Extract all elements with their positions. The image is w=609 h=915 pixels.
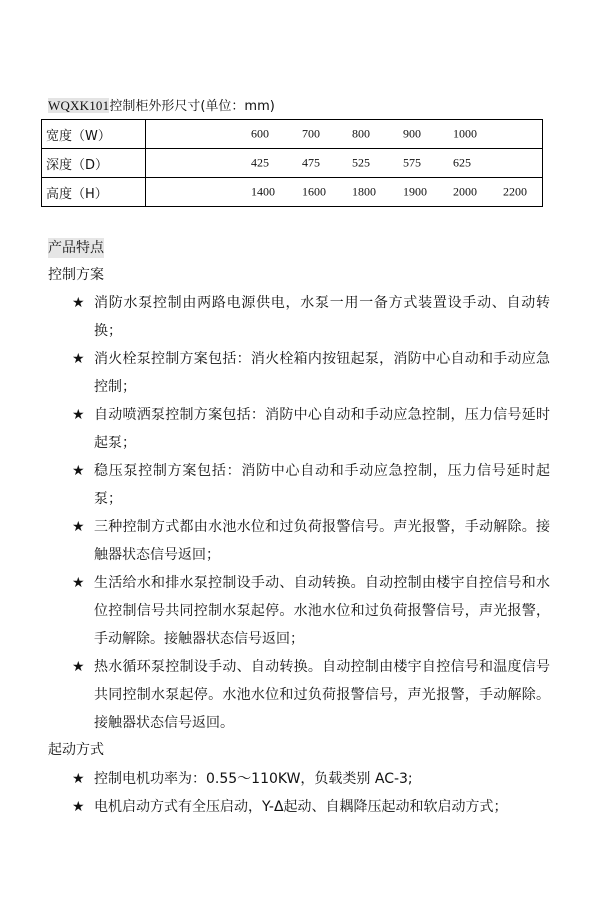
list-item xyxy=(0,513,550,569)
star-bullet-icon: ★ xyxy=(72,463,85,479)
row-values-width xyxy=(146,120,543,149)
list-item xyxy=(0,457,550,513)
height-value: 2000 xyxy=(453,184,477,199)
features-heading: 产品特点 xyxy=(48,240,104,256)
depth-value: 525 xyxy=(352,155,370,170)
row-values-depth xyxy=(146,149,543,178)
width-value: 600 xyxy=(251,126,269,141)
height-value: 1600 xyxy=(302,184,326,199)
control-scheme-heading: 控制方案 xyxy=(48,267,104,283)
depth-value: 475 xyxy=(302,155,320,170)
row-values-height xyxy=(146,178,543,207)
row-label-depth: 深度（D） xyxy=(42,149,146,178)
list-item-text: 控制电机功率为：0.55～110KW，负载类别 AC-3; xyxy=(94,771,413,787)
row-label-height: 高度（H） xyxy=(42,178,146,207)
list-item-text: 消防水泵控制由两路电源供电，水泵一用一备方式装置设手动、自动转换； xyxy=(94,295,550,339)
list-item-text: 热水循环泵控制设手动、自动转换。自动控制由楼宇自控信号和温度信号共同控制水泵起停。水池水位和过负荷报警信号，声光报警，手动解除。接触器状态信号返回。 xyxy=(94,659,550,731)
depth-value: 425 xyxy=(251,155,269,170)
width-value: 800 xyxy=(352,126,370,141)
dimensions-title-text: 控制柜外形尺寸(单位：mm) xyxy=(109,99,275,114)
startup-method-heading: 起动方式 xyxy=(48,742,104,758)
list-item xyxy=(0,401,550,457)
star-bullet-icon: ★ xyxy=(72,575,85,591)
list-item xyxy=(0,569,550,653)
star-bullet-icon: ★ xyxy=(72,771,85,787)
star-bullet-icon: ★ xyxy=(72,295,85,311)
control-scheme-list xyxy=(0,289,609,737)
model-code: WQXK101 xyxy=(48,98,110,113)
height-value: 2200 xyxy=(503,184,527,199)
list-item-text: 消火栓泵控制方案包括：消火栓箱内按钮起泵，消防中心自动和手动应急控制； xyxy=(94,351,550,395)
list-item-text: 稳压泵控制方案包括：消防中心自动和手动应急控制，压力信号延时起泵； xyxy=(94,463,550,507)
star-bullet-icon: ★ xyxy=(72,659,85,675)
table-row-width xyxy=(42,120,543,149)
list-item xyxy=(0,653,550,737)
depth-value: 575 xyxy=(403,155,421,170)
star-bullet-icon: ★ xyxy=(72,407,85,423)
table-row-height xyxy=(42,178,543,207)
star-bullet-icon: ★ xyxy=(72,351,85,367)
star-bullet-icon: ★ xyxy=(72,799,85,815)
depth-value: 625 xyxy=(453,155,471,170)
width-value: 700 xyxy=(302,126,320,141)
list-item-text: 三种控制方式都由水池水位和过负荷报警信号。声光报警，手动解除。接触器状态信号返回； xyxy=(94,519,550,563)
list-item-text: 生活给水和排水泵控制设手动、自动转换。自动控制由楼宇自控信号和水位控制信号共同控制水泵起停。水池水位和过负荷报警信号，声光报警，手动解除。接触器状态信号返回； xyxy=(94,575,550,647)
table-row-depth xyxy=(42,149,543,178)
list-item xyxy=(0,345,550,401)
row-label-width: 宽度（W） xyxy=(42,120,146,149)
height-value: 1800 xyxy=(352,184,376,199)
height-value: 1900 xyxy=(403,184,427,199)
dimensions-title xyxy=(48,97,275,116)
list-item-text: 自动喷洒泵控制方案包括：消防中心自动和手动应急控制，压力信号延时起泵； xyxy=(94,407,550,451)
list-item-text: 电机启动方式有全压启动，Y-Δ起动、自耦降压起动和软启动方式； xyxy=(94,799,508,815)
list-item xyxy=(0,289,550,345)
width-value: 1000 xyxy=(453,126,477,141)
list-item xyxy=(0,765,550,793)
dimensions-table xyxy=(41,119,543,207)
width-value: 900 xyxy=(403,126,421,141)
star-bullet-icon: ★ xyxy=(72,519,85,535)
height-value: 1400 xyxy=(251,184,275,199)
startup-method-list xyxy=(0,765,609,821)
list-item xyxy=(0,793,550,821)
